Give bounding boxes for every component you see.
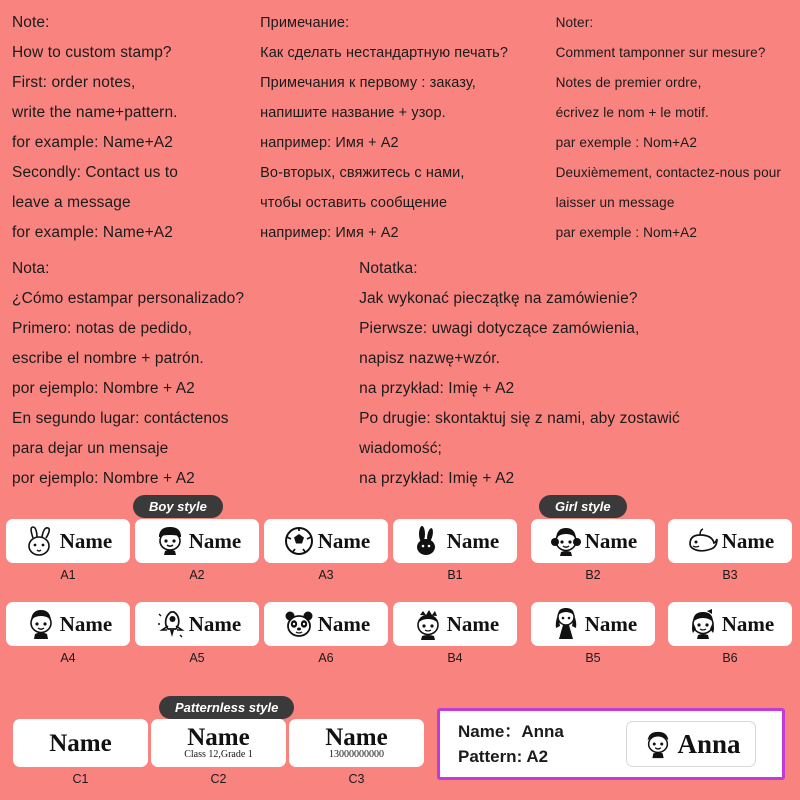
stamp-option-c1[interactable] bbox=[13, 719, 148, 786]
rocket-icon bbox=[153, 605, 187, 643]
note-line: Как сделать нестандартную печать? bbox=[260, 45, 509, 61]
note-line: na przykład: Imię + A2 bbox=[359, 380, 515, 397]
stamp-name-text: Name bbox=[188, 611, 242, 636]
stamp-subtext: Class 12,Grade 1 bbox=[184, 749, 253, 761]
stamp-option-c3[interactable] bbox=[289, 719, 424, 786]
stamp-preview bbox=[264, 602, 388, 646]
note-line: écrivez le nom + le motif. bbox=[555, 105, 709, 120]
note-line: First: order notes, bbox=[12, 74, 136, 91]
stamp-option-b6[interactable] bbox=[668, 602, 792, 665]
stamp-code: A3 bbox=[318, 568, 334, 582]
badge-boy-style: Boy style bbox=[133, 495, 223, 518]
note-line: How to custom stamp? bbox=[12, 44, 172, 61]
notes-column-english bbox=[12, 8, 260, 248]
soccer-ball-icon bbox=[282, 522, 316, 560]
stamp-name-text: Name bbox=[446, 528, 500, 553]
stamp-name-text: Name bbox=[721, 528, 775, 553]
stamp-option-a1[interactable] bbox=[6, 519, 130, 582]
note-line: чтобы оставить сообщение bbox=[260, 195, 448, 211]
stamp-option-b5[interactable] bbox=[531, 602, 655, 665]
stamp-code: A1 bbox=[60, 568, 76, 582]
notes-column-russian bbox=[260, 8, 555, 248]
notes-column-spanish bbox=[12, 254, 359, 494]
panda-icon bbox=[282, 605, 316, 643]
stamp-preview bbox=[289, 719, 424, 767]
stamp-option-b2[interactable] bbox=[531, 519, 655, 582]
note-line: por ejemplo: Nombre + A2 bbox=[12, 380, 195, 397]
whale-icon bbox=[686, 522, 720, 560]
note-line: leave a message bbox=[12, 194, 131, 211]
rabbit-icon bbox=[411, 522, 445, 560]
stamp-name-text: Name bbox=[59, 611, 113, 636]
note-line: напишите название + узор. bbox=[260, 105, 446, 121]
stamp-subtext: 13000000000 bbox=[328, 749, 384, 761]
note-line: Примечания к первому : заказу, bbox=[260, 75, 476, 91]
example-pattern-label: Pattern: bbox=[458, 747, 523, 766]
stamp-preview bbox=[668, 602, 792, 646]
girl-bow-icon bbox=[686, 605, 720, 643]
note-line: Note: bbox=[12, 14, 50, 31]
note-line: Notes de premier ordre, bbox=[555, 75, 702, 90]
notes-top-section bbox=[0, 0, 800, 248]
note-line: par exemple : Nom+A2 bbox=[555, 225, 697, 240]
stamp-code: A6 bbox=[318, 651, 334, 665]
stamp-code: B1 bbox=[447, 568, 463, 582]
stamp-code: B5 bbox=[585, 651, 601, 665]
stamp-row-1 bbox=[0, 519, 800, 591]
stamp-preview bbox=[6, 602, 130, 646]
note-line: ¿Cómo estampar personalizado? bbox=[12, 290, 245, 307]
stamp-name-text: Name bbox=[584, 611, 638, 636]
note-line: para dejar un mensaje bbox=[12, 440, 169, 457]
stamp-code: B2 bbox=[585, 568, 601, 582]
stamp-preview bbox=[393, 519, 517, 563]
example-pattern-value: A2 bbox=[526, 747, 549, 766]
bunny-outline-icon bbox=[24, 522, 58, 560]
girl-pigtails-icon bbox=[549, 522, 583, 560]
note-line: por ejemplo: Nombre + A2 bbox=[12, 470, 195, 487]
girl-dress-icon bbox=[549, 605, 583, 643]
stamp-code: B6 bbox=[722, 651, 738, 665]
note-line: Nota: bbox=[12, 260, 50, 277]
note-line: Pierwsze: uwagi dotyczące zamówienia, bbox=[359, 320, 640, 337]
note-line: например: Имя + A2 bbox=[260, 225, 399, 241]
stamp-option-a6[interactable] bbox=[264, 602, 388, 665]
stamp-preview bbox=[264, 519, 388, 563]
note-line: Noter: bbox=[555, 15, 594, 30]
stamp-option-a3[interactable] bbox=[264, 519, 388, 582]
stamp-code: B3 bbox=[722, 568, 738, 582]
boy-face-icon bbox=[641, 725, 675, 763]
note-line: laisser un message bbox=[555, 195, 675, 210]
stamp-preview bbox=[135, 519, 259, 563]
stamp-name-text: Name bbox=[188, 528, 242, 553]
example-name-label: Name： bbox=[458, 722, 522, 741]
note-line: Примечание: bbox=[260, 15, 350, 31]
note-line: for example: Name+A2 bbox=[12, 224, 173, 241]
stamp-name-text: Name bbox=[317, 611, 371, 636]
example-stamp-preview bbox=[626, 721, 756, 767]
note-line: Po drugie: skontaktuj się z nami, aby zostawić bbox=[359, 410, 680, 427]
stamp-code: C1 bbox=[72, 772, 89, 786]
stamp-name-text: Name bbox=[187, 724, 250, 752]
example-pattern-row bbox=[458, 744, 626, 769]
note-line: например: Имя + A2 bbox=[260, 135, 399, 151]
note-line: Primero: notas de pedido, bbox=[12, 320, 192, 337]
stamp-code: C2 bbox=[210, 772, 227, 786]
note-line: Deuxièmement, contactez-nous pour bbox=[555, 165, 782, 180]
stamp-option-b1[interactable] bbox=[393, 519, 517, 582]
stamp-name-text: Name bbox=[325, 724, 388, 752]
badge-girl-style: Girl style bbox=[539, 495, 627, 518]
stamp-preview bbox=[531, 519, 655, 563]
stamp-option-b3[interactable] bbox=[668, 519, 792, 582]
note-line: En segundo lugar: contáctenos bbox=[12, 410, 229, 427]
stamp-code: A2 bbox=[189, 568, 205, 582]
note-line: write the name+pattern. bbox=[12, 104, 178, 121]
order-example-box bbox=[437, 708, 785, 780]
stamp-name-text: Name bbox=[584, 528, 638, 553]
stamp-preview bbox=[393, 602, 517, 646]
note-line: for example: Name+A2 bbox=[12, 134, 173, 151]
stamp-name-text: Name bbox=[317, 528, 371, 553]
example-preview-name: Anna bbox=[677, 728, 741, 759]
stamp-option-a2[interactable] bbox=[135, 519, 259, 582]
stamp-name-text: Name bbox=[59, 528, 113, 553]
stamp-preview bbox=[135, 602, 259, 646]
note-line: escribe el nombre + patrón. bbox=[12, 350, 204, 367]
boy-face-icon bbox=[153, 522, 187, 560]
stamp-option-a5[interactable] bbox=[135, 602, 259, 665]
stamp-preview bbox=[13, 719, 148, 767]
notes-middle-section bbox=[0, 248, 800, 494]
badge-patternless-style: Patternless style bbox=[159, 696, 294, 719]
stamp-option-b4[interactable] bbox=[393, 602, 517, 665]
boy-head-icon bbox=[24, 605, 58, 643]
note-line: na przykład: Imię + A2 bbox=[359, 470, 515, 487]
stamp-preview bbox=[6, 519, 130, 563]
stamp-name-text: Name bbox=[446, 611, 500, 636]
stamp-code: A4 bbox=[60, 651, 76, 665]
stamp-code: C3 bbox=[348, 772, 365, 786]
stamp-preview bbox=[668, 519, 792, 563]
notes-column-french bbox=[556, 8, 788, 248]
example-name-row bbox=[458, 719, 626, 744]
stamp-name-text: Name bbox=[49, 729, 112, 757]
stamp-option-a4[interactable] bbox=[6, 602, 130, 665]
note-line: Во-вторых, свяжитесь с нами, bbox=[260, 165, 465, 181]
crown-girl-icon bbox=[411, 605, 445, 643]
note-line: Comment tamponner sur mesure? bbox=[555, 45, 766, 60]
note-line: Secondly: Contact us to bbox=[12, 164, 179, 181]
note-line: Notatka: bbox=[359, 260, 418, 277]
stamp-name-text: Name bbox=[721, 611, 775, 636]
stamp-code: A5 bbox=[189, 651, 205, 665]
stamp-code: B4 bbox=[447, 651, 463, 665]
example-name-value: Anna bbox=[521, 722, 564, 741]
stamp-preview bbox=[531, 602, 655, 646]
note-line: wiadomość; bbox=[359, 440, 442, 457]
stamp-row-2 bbox=[0, 602, 800, 674]
note-line: par exemple : Nom+A2 bbox=[555, 135, 697, 150]
example-fields bbox=[440, 719, 626, 769]
notes-column-polish bbox=[359, 254, 788, 494]
stamp-preview bbox=[151, 719, 286, 767]
note-line: napisz nazwę+wzór. bbox=[359, 350, 501, 367]
stamp-option-c2[interactable] bbox=[151, 719, 286, 786]
note-line: Jak wykonać pieczątkę na zamówienie? bbox=[359, 290, 638, 307]
